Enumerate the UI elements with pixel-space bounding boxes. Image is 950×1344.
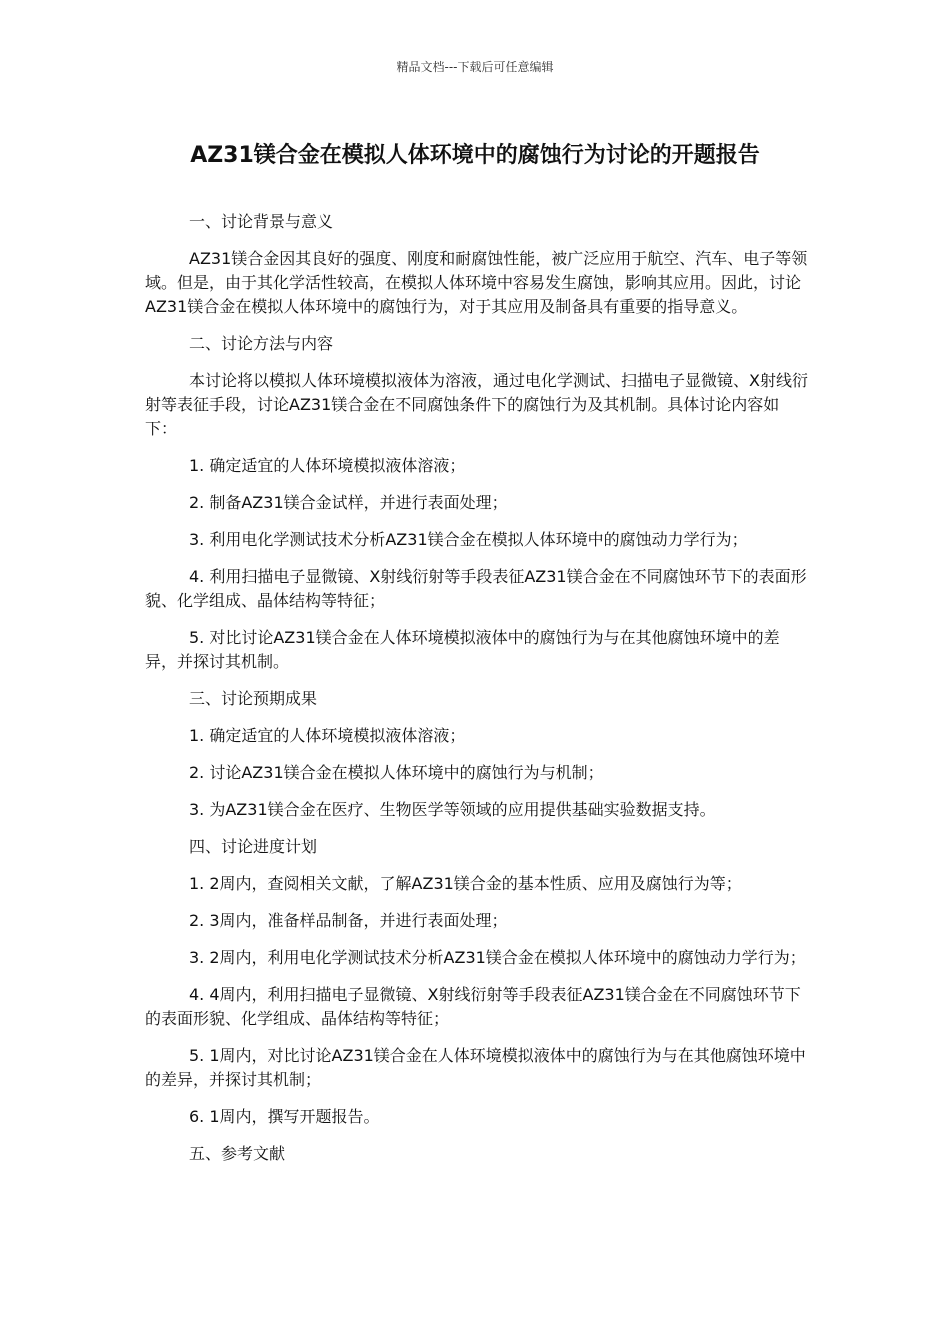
list-item-schedule-5: 5. 1周内，对比讨论AZ31镁合金在人体环境模拟液体中的腐蚀行为与在其他腐蚀环境中的差异，并探讨其机制； [145,1046,806,1089]
section-heading-schedule: 四、讨论进度计划 [189,837,318,856]
section-heading-methods: 二、讨论方法与内容 [189,334,334,353]
list-item-schedule-4: 4. 4周内，利用扫描电子显微镜、X射线衍射等手段表征AZ31镁合金在不同腐蚀环节下的表面形貌、化学组成、晶体结构等特征； [145,985,801,1028]
list-item-schedule-2: 2. 3周内，准备样品制备，并进行表面处理； [189,911,508,930]
list-item-schedule-1: 1. 2周内，查阅相关文献，了解AZ31镁合金的基本性质、应用及腐蚀行为等； [189,874,742,893]
paragraph-background: AZ31镁合金因其良好的强度、刚度和耐腐蚀性能，被广泛应用于航空、汽车、电子等领域。但是，由于其化学活性较高，在模拟人体环境中容易发生腐蚀，影响其应用。因此，讨论AZ31镁合金在模拟人体环境中的腐蚀行为，对于其应用及制备具有重要的指导意义。 [145,249,808,316]
list-item-outcome-1: 1. 确定适宜的人体环境模拟液体溶液； [189,726,466,745]
list-item-outcome-2: 2. 讨论AZ31镁合金在模拟人体环境中的腐蚀行为与机制； [189,763,604,782]
document-title: AZ31镁合金在模拟人体环境中的腐蚀行为讨论的开题报告 [190,143,760,168]
section-heading-references: 五、参考文献 [189,1144,286,1163]
list-item-method-3: 3. 利用电化学测试技术分析AZ31镁合金在模拟人体环境中的腐蚀动力学行为； [189,530,748,549]
list-item-method-1: 1. 确定适宜的人体环境模拟液体溶液； [189,456,466,475]
list-item-schedule-3: 3. 2周内，利用电化学测试技术分析AZ31镁合金在模拟人体环境中的腐蚀动力学行为； [189,948,806,967]
list-item-outcome-3: 3. 为AZ31镁合金在医疗、生物医学等领域的应用提供基础实验数据支持。 [189,800,716,819]
list-item-method-2: 2. 制备AZ31镁合金试样，并进行表面处理； [189,493,508,512]
document-body [145,210,810,1179]
page-header: 精品文档---下载后可任意编辑 [396,60,554,74]
paragraph-methods: 本讨论将以模拟人体环境模拟液体为溶液，通过电化学测试、扫描电子显微镜、X射线衍射等表征手段，讨论AZ31镁合金在不同腐蚀条件下的腐蚀行为及其机制。具体讨论内容如下： [145,371,808,438]
section-heading-background: 一、讨论背景与意义 [189,212,334,231]
list-item-method-5: 5. 对比讨论AZ31镁合金在人体环境模拟液体中的腐蚀行为与在其他腐蚀环境中的差异，并探讨其机制。 [145,628,780,671]
list-item-method-4: 4. 利用扫描电子显微镜、X射线衍射等手段表征AZ31镁合金在不同腐蚀环节下的表面形貌、化学组成、晶体结构等特征； [145,567,807,610]
list-item-schedule-6: 6. 1周内，撰写开题报告。 [189,1107,380,1126]
section-heading-outcomes: 三、讨论预期成果 [189,689,318,708]
